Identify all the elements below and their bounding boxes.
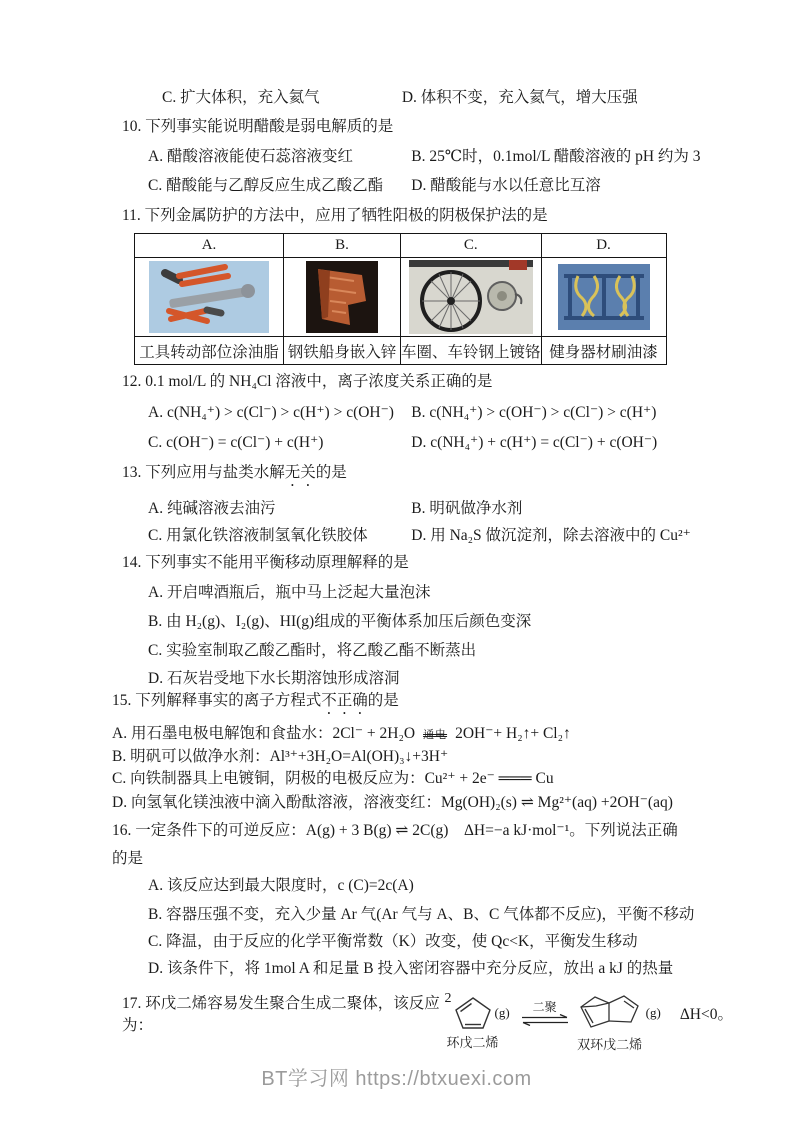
caption-d: 健身器材刷油漆 — [541, 337, 666, 365]
dicyclopentadiene-structure — [577, 993, 643, 1052]
electrolysis-condition: 通电 — [423, 729, 448, 741]
q13-title-emphasis: 无关 — [284, 464, 316, 481]
q15-option-a — [112, 724, 733, 745]
q10-option-c: C. 醋酸能与乙醇反应生成乙酸乙酯 — [148, 177, 384, 194]
q10-options-ab — [112, 147, 733, 167]
q13-title — [112, 463, 733, 490]
table-header-b: B. — [284, 234, 401, 258]
q10-option-a: A. 醋酸溶液能使石蕊溶液变红 — [148, 148, 353, 165]
q10-options-cd — [112, 176, 733, 196]
caption-c: 车圈、车铃钢上镀铬 — [401, 337, 542, 365]
q15-option-b: B. 明矾可以做净水剂：Al³⁺+3H₂O=Al(OH)₃↓+3H⁺ — [112, 748, 449, 765]
q16-title-line1: 16. 一定条件下的可逆反应：A(g) + 3 B(g) ⇌ 2C(g) ΔH=−a kJ·mol⁻¹。下列说法正确 — [112, 822, 678, 839]
q16-option-d: D. 该条件下，将 1mol A 和足量 B 投入密闭容器中充分反应，放出 a kJ 的热量 — [148, 960, 674, 977]
q16-title-line2: 的是 — [112, 850, 144, 867]
q12-option-c: C. c(OH⁻) = c(Cl⁻) + c(H⁺) — [148, 434, 324, 451]
q11-title: 11. 下列金属防护的方法中，应用了牺牲阳极的阴极保护法的是 — [122, 207, 548, 224]
q12-option-a: A. c(NH₄⁺) > c(Cl⁻) > c(H⁺) > c(OH⁻) — [148, 404, 394, 421]
stoichiometric-coefficient: 2 — [444, 991, 452, 1006]
cyclopentadiene-structure — [446, 995, 499, 1050]
table-header-a: A. — [135, 234, 284, 258]
table-image-row — [135, 258, 667, 337]
q12-options-ab — [112, 403, 733, 423]
q17-text: 17. 环戊二烯容易发生聚合生成二聚体，该反应为： — [122, 995, 440, 1034]
footer-watermark: BT学习网 https://btxuexi.com — [261, 1068, 532, 1090]
q15-option-a-post: 2OH⁻+ H₂↑+ Cl₂↑ — [455, 725, 571, 742]
q15-title-post: 的是 — [367, 692, 399, 709]
q10-option-d: D. 醋酸能与水以任意比互溶 — [411, 177, 601, 194]
q16-option-b: B. 容器压强不变，充入少量 Ar 气(Ar 气与 A、B、C 气体都不反应)，平衡不移动 — [148, 906, 695, 923]
q15-title-pre: 15. 下列解释事实的离子方程式 — [112, 692, 322, 709]
q15-option-a-pre: A. 用石墨电极电解饱和食盐水：2Cl⁻ + 2H₂O — [112, 725, 416, 742]
dicyclopentadiene-label: 双环戊二烯 — [577, 1037, 643, 1052]
q12-option-d: D. c(NH₄⁺) + c(H⁺) = c(Cl⁻) + c(OH⁻) — [411, 434, 658, 451]
q14-option-b: B. 由 H₂(g)、I₂(g)、HI(g)组成的平衡体系加压后颜色变深 — [148, 613, 532, 630]
q12-options-cd — [112, 433, 733, 453]
q14-option-c: C. 实验室制取乙酸乙酯时，将乙酸乙酯不断蒸出 — [148, 642, 477, 659]
q15-option-c: C. 向铁制器具上电镀铜，阴极的电极反应为：Cu²⁺ + 2e⁻ ═══ Cu — [112, 770, 554, 787]
gas-state-2: (g) — [645, 1005, 661, 1020]
caption-a: 工具转动部位涂油脂 — [135, 337, 284, 365]
q13-option-c: C. 用氯化铁溶液制氢氧化铁胶体 — [148, 527, 368, 544]
q10-title: 10. 下列事实能说明醋酸是弱电解质的是 — [122, 118, 394, 135]
q13-options-ab — [112, 499, 733, 519]
table-caption-row — [135, 337, 667, 365]
q14-title: 14. 下列事实不能用平衡移动原理解释的是 — [122, 554, 409, 571]
q13-title-post: 的是 — [315, 464, 347, 481]
cyclopentadiene-label: 环戊二烯 — [446, 1035, 499, 1050]
q13-option-d: D. 用 Na₂S 做沉淀剂，除去溶液中的 Cu²⁺ — [411, 527, 691, 544]
table-header-c: C. — [401, 234, 542, 258]
enthalpy-note: ΔH<0。 — [679, 1006, 733, 1023]
fitness-equipment-photo — [541, 258, 666, 337]
q15-title — [112, 691, 733, 718]
dimerization-label: 二聚 — [532, 999, 557, 1014]
ship-hull-photo — [284, 258, 401, 337]
q9-option-c: C. 扩大体积，充入氦气 — [162, 89, 320, 106]
q12-option-b: B. c(NH₄⁺) > c(OH⁻) > c(Cl⁻) > c(H⁺) — [411, 404, 657, 421]
q14-option-a: A. 开启啤酒瓶后，瓶中马上泛起大量泡沫 — [148, 584, 431, 601]
q15-option-d: D. 向氢氧化镁浊液中滴入酚酞溶液，溶液变红：Mg(OH)₂(s) ⇌ Mg²⁺(aq) +2OH⁻(aq) — [112, 794, 673, 811]
table-header-row — [135, 234, 667, 258]
bicycle-wheel-photo — [401, 258, 542, 337]
q13-options-cd — [112, 526, 733, 546]
caption-b: 钢铁船身嵌入锌 — [284, 337, 401, 365]
q9-options-row — [112, 88, 733, 108]
q11-options-table — [134, 233, 667, 365]
tools-photo — [135, 258, 284, 337]
q9-option-d: D. 体积不变，充入氦气，增大压强 — [401, 89, 638, 106]
q12-title: 12. 0.1 mol/L 的 NH₄Cl 溶液中，离子浓度关系正确的是 — [122, 373, 493, 390]
q13-title-pre: 13. 下列应用与盐类水解 — [122, 464, 285, 481]
q13-option-a: A. 纯碱溶液去油污 — [148, 500, 276, 517]
table-header-d: D. — [541, 234, 666, 258]
equilibrium-arrow — [521, 1001, 569, 1026]
q10-option-b: B. 25℃时，0.1mol/L 醋酸溶液的 pH 约为 3 — [411, 148, 701, 165]
q14-option-d: D. 石灰岩受地下水长期溶蚀形成溶洞 — [148, 670, 400, 687]
q13-option-b: B. 明矾做净水剂 — [411, 500, 523, 517]
q16-option-c: C. 降温，由于反应的化学平衡常数（K）改变，使 Qc<K，平衡发生移动 — [148, 933, 638, 950]
q17-reaction-line — [112, 991, 733, 1052]
q16-option-a: A. 该反应达到最大限度时，c (C)=2c(A) — [148, 877, 414, 894]
gas-state-1: (g) — [494, 1005, 510, 1020]
q15-title-emphasis: 不正确 — [321, 692, 368, 709]
